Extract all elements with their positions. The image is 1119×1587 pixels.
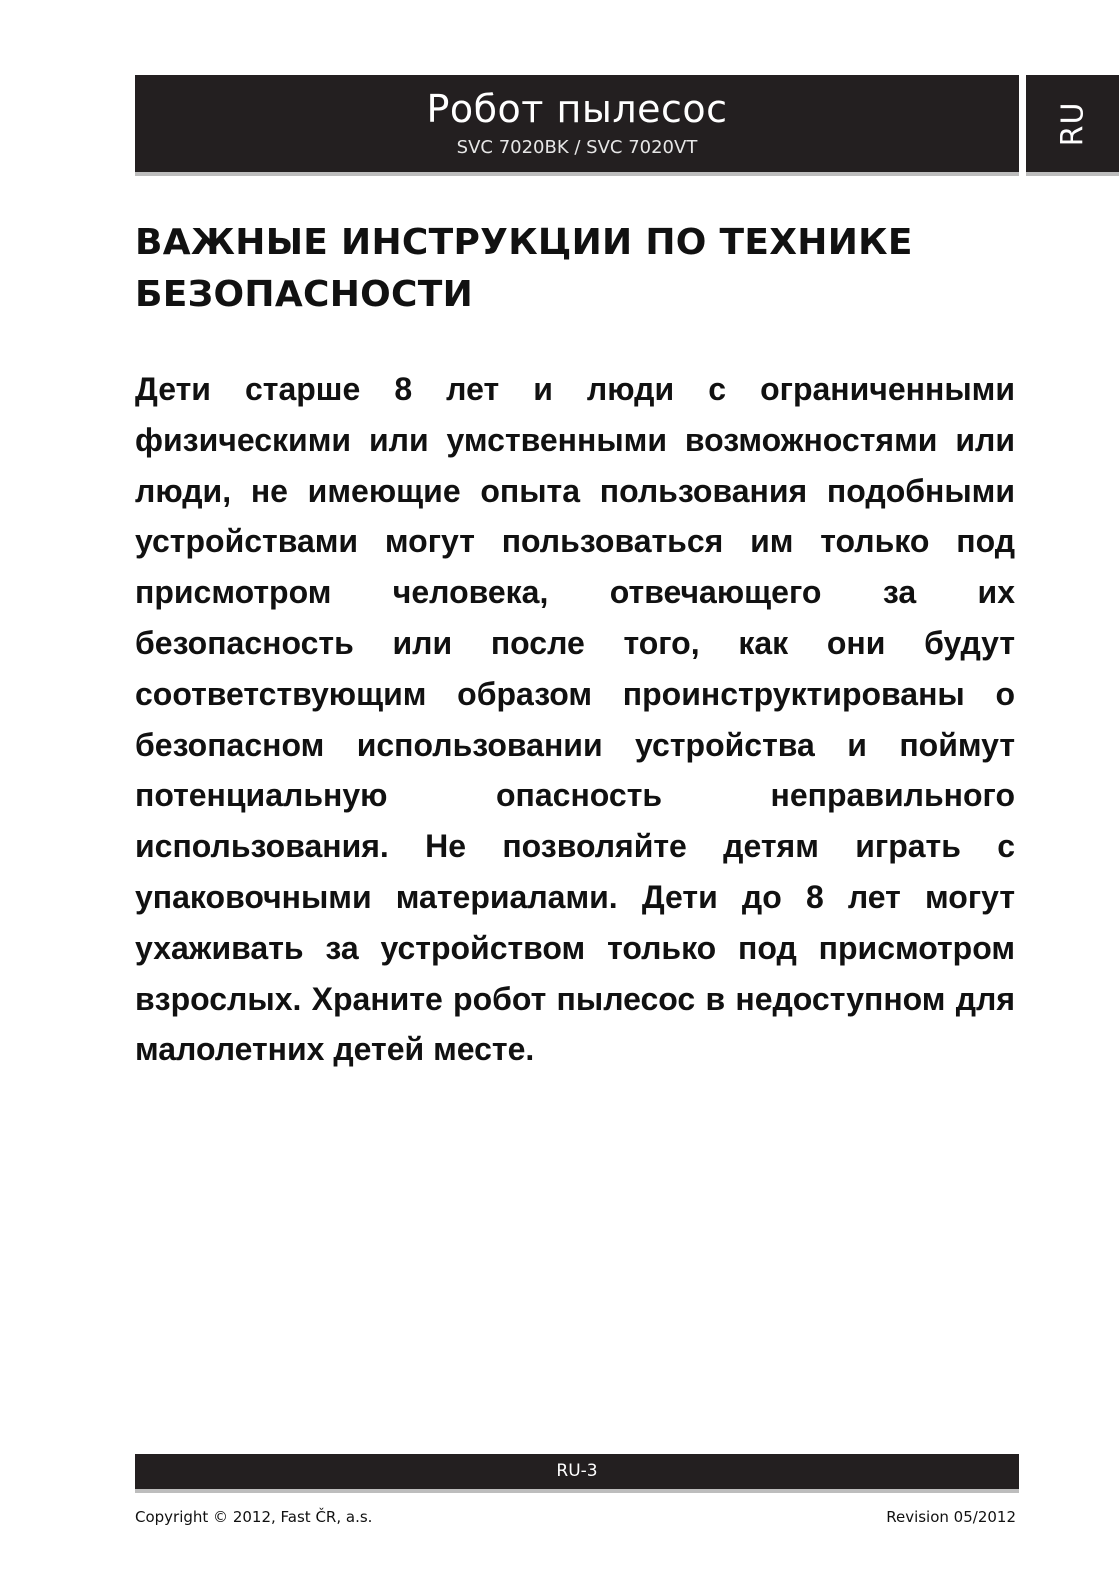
model-numbers: SVC 7020BK / SVC 7020VT	[456, 137, 698, 158]
document-header	[135, 75, 1019, 172]
page-footer-bar	[135, 1454, 1019, 1489]
copyright-notice: Copyright © 2012, Fast ČR, a.s.	[135, 1508, 373, 1526]
document-title: Робот пылесос	[426, 87, 728, 131]
page-number: RU-3	[556, 1461, 598, 1481]
language-label: RU	[1055, 101, 1090, 146]
revision-label: Revision 05/2012	[886, 1508, 1016, 1526]
section-heading: ВАЖНЫЕ ИНСТРУКЦИИ ПО ТЕХНИКЕ БЕЗОПАСНОСТИ	[135, 222, 913, 315]
header-divider	[1019, 75, 1026, 176]
language-tab	[1026, 75, 1119, 172]
safety-paragraph: Дети старше 8 лет и люди с ограниченными физическими или умственными возможностями или люди, не имеющие опыта пользования подобными устройствами могут пользоваться им только под присмотром человека, отвечающего за их безопасность или после того, как они будут соответствующим образом проинструктированы о безопасном использовании устройства и поймут потенциальную опасность неправильного использования. Не позволяйте детям играть с упаковочными материалами. Дети до 8 лет могут ухаживать за устройством только под присмотром взрослых. Храните робот пылесос в недоступном для малолетних детей месте.	[135, 371, 1015, 1068]
